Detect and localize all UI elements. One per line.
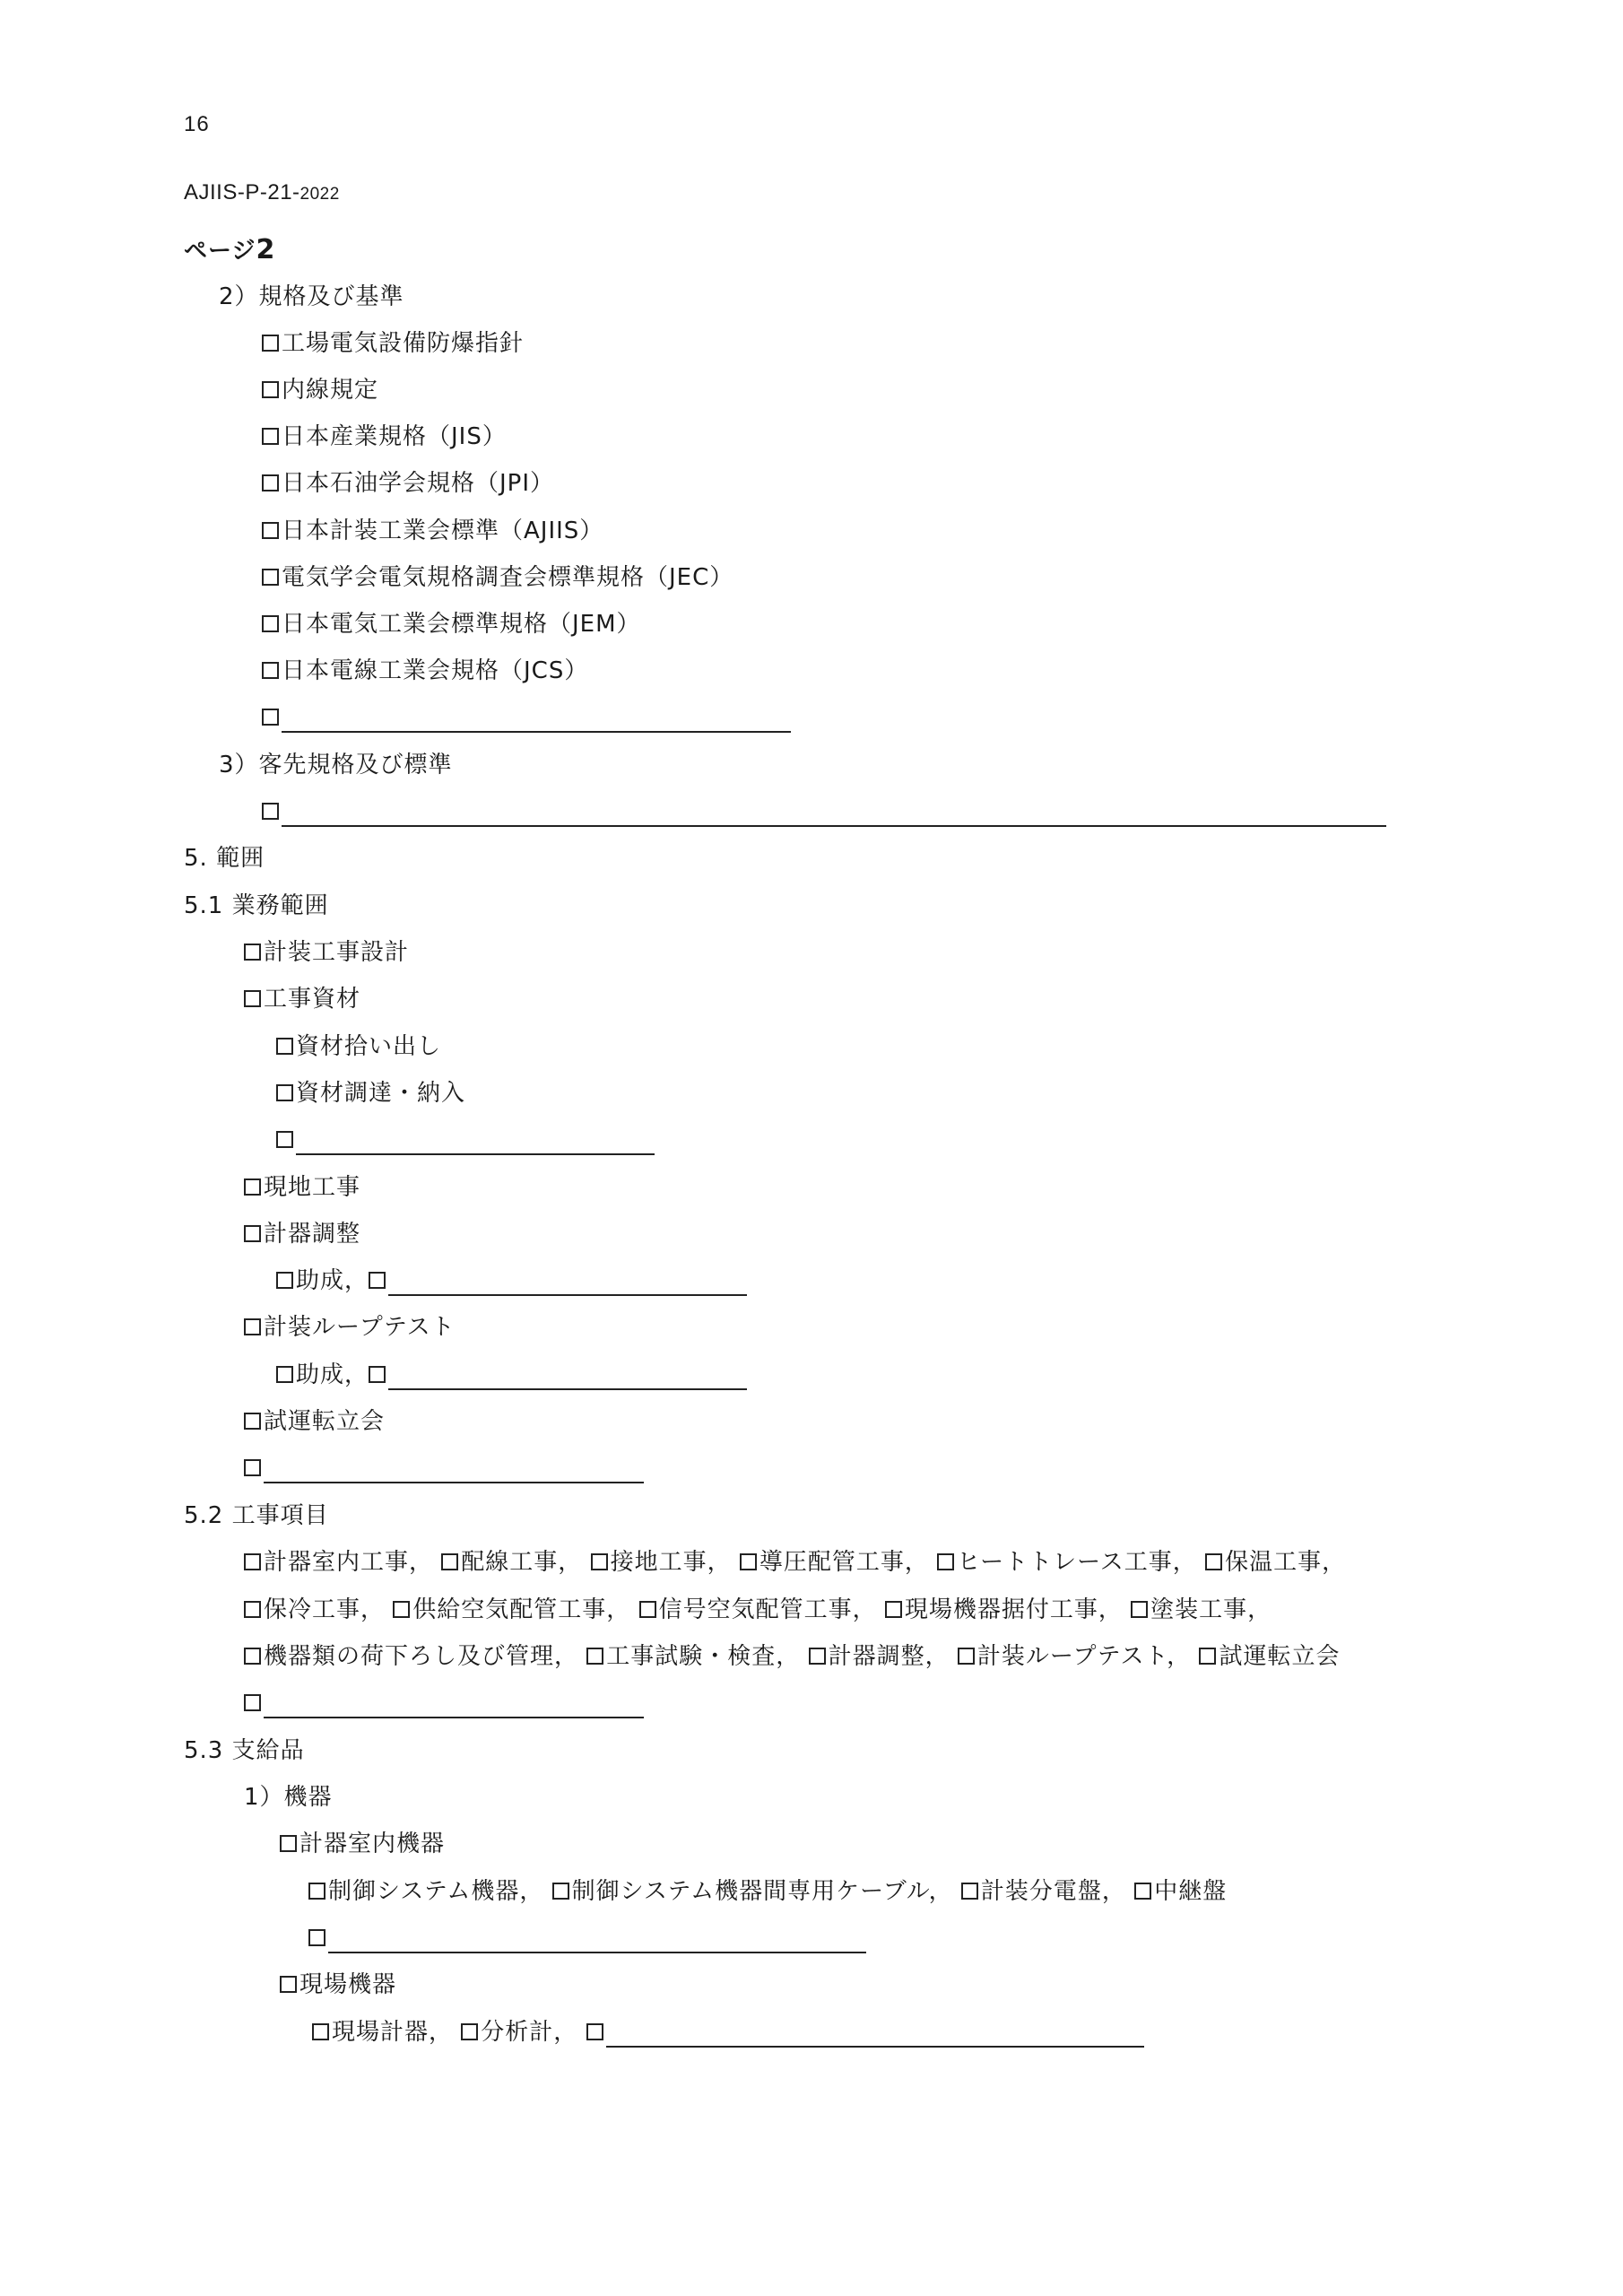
- scope-item: 計器調整: [244, 1219, 360, 1249]
- blank-field[interactable]: [296, 1130, 655, 1155]
- checkbox[interactable]: [244, 1225, 261, 1242]
- standards-item: 日本計装工業会標準（AJIIS）: [262, 516, 603, 546]
- checkbox[interactable]: [244, 1413, 261, 1430]
- section-5-1-heading: 5.1 業務範囲: [184, 892, 329, 919]
- page-number: 16: [184, 112, 210, 136]
- standards-item: 内線規定: [262, 375, 378, 405]
- field-items: 現場計器， 分析計，: [312, 2017, 1144, 2048]
- checkbox[interactable]: [961, 1883, 978, 1900]
- blank-field[interactable]: [328, 1928, 866, 1953]
- supplied-equipment-heading: 1）機器: [244, 1784, 333, 1811]
- checkbox[interactable]: [552, 1883, 569, 1900]
- checkbox[interactable]: [262, 662, 279, 679]
- checkbox[interactable]: [244, 990, 261, 1007]
- scope-subitem-other: [276, 1125, 655, 1155]
- document-id: AJIIS-P-21-2022: [184, 180, 340, 204]
- blank-field[interactable]: [282, 708, 791, 733]
- client-standards-entry: [262, 796, 1386, 827]
- page-label: ページ2: [184, 234, 276, 265]
- checkbox[interactable]: [244, 1694, 261, 1711]
- section-5-3-heading: 5.3 支給品: [184, 1737, 305, 1764]
- checkbox[interactable]: [308, 1929, 325, 1946]
- checkbox[interactable]: [280, 1835, 297, 1852]
- scope-subitem: 資材拾い出し: [276, 1031, 441, 1062]
- checkbox[interactable]: [276, 1272, 293, 1289]
- scope-item: 工事資材: [244, 984, 360, 1014]
- scope-item: 現地工事: [244, 1172, 360, 1203]
- checkbox[interactable]: [740, 1553, 757, 1570]
- checkbox[interactable]: [885, 1601, 902, 1618]
- scope-item: 計装ループテスト: [244, 1312, 456, 1343]
- checkbox[interactable]: [308, 1883, 325, 1900]
- checkbox[interactable]: [461, 2023, 478, 2040]
- checkbox[interactable]: [276, 1084, 293, 1101]
- checkbox[interactable]: [809, 1648, 826, 1665]
- checkbox[interactable]: [591, 1553, 608, 1570]
- standards-item: 工場電気設備防爆指針: [262, 328, 524, 359]
- standards-heading: 2）規格及び基準: [219, 283, 404, 310]
- control-room-other: [308, 1923, 866, 1953]
- client-standards-heading: 3）客先規格及び標準: [219, 752, 453, 778]
- blank-field[interactable]: [606, 2022, 1144, 2048]
- control-room-items: 制御システム機器， 制御システム機器間専用ケーブル， 計装分電盤， 中継盤: [308, 1876, 1227, 1907]
- section-5-heading: 5. 範囲: [184, 845, 265, 872]
- work-items-row: 機器類の荷下ろし及び管理， 工事試験・検査， 計器調整， 計装ループテスト， 試運転立会: [244, 1641, 1340, 1672]
- checkbox[interactable]: [1131, 1601, 1148, 1618]
- checkbox[interactable]: [586, 2023, 603, 2040]
- scope-item-other: [244, 1453, 644, 1483]
- checkbox[interactable]: [262, 522, 279, 539]
- blank-field[interactable]: [264, 1693, 644, 1718]
- checkbox[interactable]: [393, 1601, 410, 1618]
- work-items-row: 計器室内工事， 配線工事， 接地工事， 導圧配管工事， ヒートトレース工事， 保温工事，: [244, 1547, 1346, 1578]
- checkbox[interactable]: [586, 1648, 603, 1665]
- checkbox[interactable]: [280, 1976, 297, 1993]
- checkbox[interactable]: [244, 944, 261, 961]
- scope-item: 試運転立会: [244, 1406, 385, 1437]
- checkbox[interactable]: [244, 1318, 261, 1335]
- checkbox[interactable]: [441, 1553, 458, 1570]
- checkbox[interactable]: [639, 1601, 656, 1618]
- checkbox[interactable]: [369, 1272, 386, 1289]
- checkbox[interactable]: [262, 428, 279, 445]
- scope-subitem: 助成，: [276, 1360, 747, 1390]
- work-items-other: [244, 1688, 644, 1718]
- checkbox[interactable]: [369, 1366, 386, 1383]
- checkbox[interactable]: [958, 1648, 975, 1665]
- blank-field[interactable]: [388, 1365, 747, 1390]
- checkbox[interactable]: [1199, 1648, 1216, 1665]
- standards-other: [262, 702, 791, 733]
- checkbox[interactable]: [244, 1648, 261, 1665]
- blank-field[interactable]: [282, 802, 1386, 827]
- checkbox[interactable]: [262, 615, 279, 632]
- checkbox[interactable]: [1205, 1553, 1222, 1570]
- standards-item: 日本電気工業会標準規格（JEM）: [262, 609, 641, 639]
- checkbox[interactable]: [276, 1366, 293, 1383]
- checkbox[interactable]: [262, 709, 279, 726]
- section-5-2-heading: 5.2 工事項目: [184, 1502, 329, 1529]
- scope-subitem: 助成，: [276, 1265, 747, 1296]
- checkbox[interactable]: [262, 474, 279, 491]
- checkbox[interactable]: [312, 2023, 329, 2040]
- work-items-row: 保冷工事， 供給空気配管工事， 信号空気配管工事， 現場機器据付工事， 塗装工事，: [244, 1595, 1271, 1625]
- checkbox[interactable]: [244, 1553, 261, 1570]
- checkbox[interactable]: [262, 803, 279, 820]
- checkbox[interactable]: [1134, 1883, 1151, 1900]
- scope-item: 計装工事設計: [244, 937, 409, 968]
- checkbox[interactable]: [244, 1601, 261, 1618]
- blank-field[interactable]: [264, 1458, 644, 1483]
- standards-item: 日本電線工業会規格（JCS）: [262, 656, 588, 686]
- checkbox[interactable]: [244, 1459, 261, 1476]
- checkbox[interactable]: [244, 1178, 261, 1196]
- scope-subitem: 資材調達・納入: [276, 1078, 465, 1109]
- checkbox[interactable]: [276, 1131, 293, 1148]
- standards-item: 電気学会電気規格調査会標準規格（JEC）: [262, 562, 733, 593]
- checkbox[interactable]: [262, 381, 279, 398]
- checkbox[interactable]: [276, 1038, 293, 1055]
- standards-item: 日本石油学会規格（JPI）: [262, 468, 554, 499]
- standards-item: 日本産業規格（JIS）: [262, 422, 507, 452]
- checkbox[interactable]: [262, 335, 279, 352]
- supplied-item: 現場機器: [280, 1970, 396, 2000]
- checkbox[interactable]: [937, 1553, 954, 1570]
- checkbox[interactable]: [262, 569, 279, 586]
- supplied-item: 計器室内機器: [280, 1829, 445, 1859]
- blank-field[interactable]: [388, 1271, 747, 1296]
